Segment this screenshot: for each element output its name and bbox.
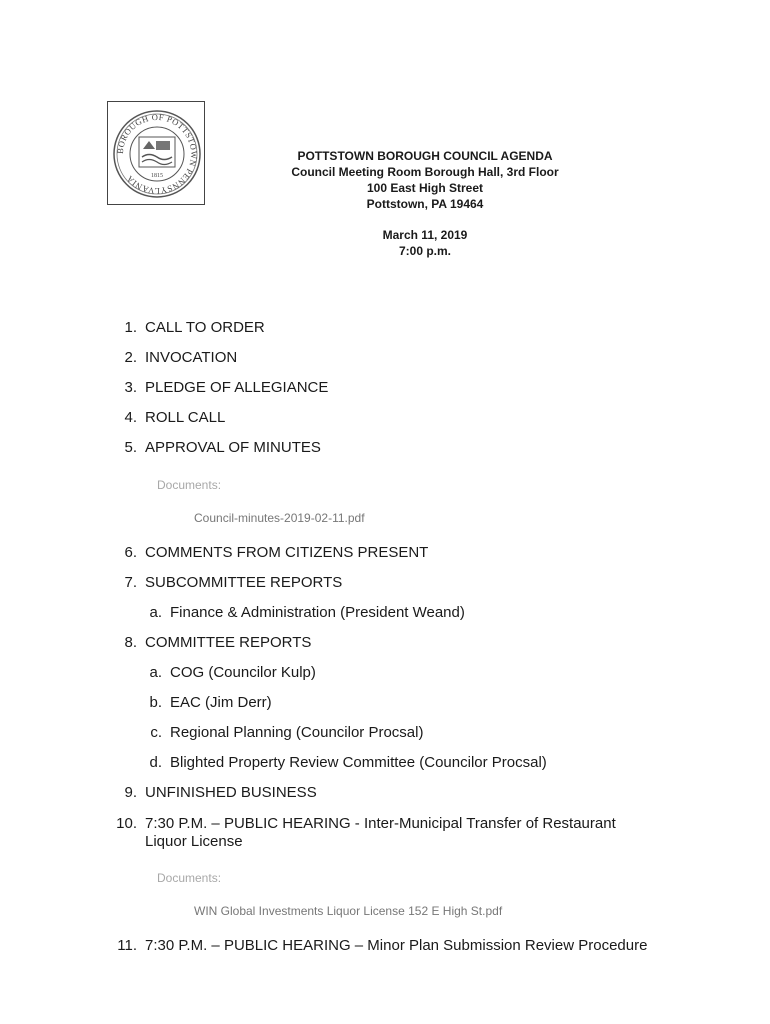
item-number: 1. bbox=[124, 319, 137, 336]
city-state-zip: Pottstown, PA 19464 bbox=[366, 197, 484, 211]
item-number: 5. bbox=[124, 439, 137, 456]
item-text: 7:30 P.M. – PUBLIC HEARING - Inter-Municipal Transfer of Restaurant Liquor License bbox=[145, 815, 616, 850]
item-text: APPROVAL OF MINUTES bbox=[145, 439, 321, 456]
subitem-text: EAC (Jim Derr) bbox=[170, 694, 272, 711]
svg-text:BOROUGH OF POTTSTOWN PENNSYLVA bbox=[115, 112, 199, 196]
meeting-location: Council Meeting Room Borough Hall, 3rd Floor bbox=[291, 165, 559, 179]
subitem-letter: a. bbox=[149, 664, 162, 681]
liquor-license-document-link[interactable]: WIN Global Investments Liquor License 152 E High St.pdf bbox=[194, 904, 503, 918]
item-number: 11. bbox=[117, 937, 137, 954]
item-number: 2. bbox=[124, 349, 137, 366]
subitem-text: Blighted Property Review Committee (Councilor Procsal) bbox=[170, 754, 547, 771]
item-text: SUBCOMMITTEE REPORTS bbox=[145, 574, 343, 591]
subitem-text: Finance & Administration (President Weand) bbox=[170, 604, 465, 621]
subitem-letter: a. bbox=[149, 604, 162, 621]
documents-label: Documents: bbox=[157, 871, 222, 885]
seal-year: 1815 bbox=[151, 173, 163, 179]
item-number: 9. bbox=[124, 784, 137, 801]
agenda-header bbox=[250, 148, 600, 259]
item-text: UNFINISHED BUSINESS bbox=[145, 784, 317, 801]
item-number: 8. bbox=[124, 634, 137, 651]
borough-seal bbox=[107, 101, 205, 205]
documents-label: Documents: bbox=[157, 478, 222, 492]
seal-ring-text: BOROUGH OF POTTSTOWN PENNSYLVANIA bbox=[114, 111, 200, 197]
seal-emblem-icon bbox=[112, 109, 202, 199]
item-text: INVOCATION bbox=[145, 349, 238, 366]
meeting-date: March 11, 2019 bbox=[382, 228, 468, 242]
item-number: 7. bbox=[124, 574, 137, 591]
subitem-text: COG (Councilor Kulp) bbox=[170, 664, 316, 681]
item-number: 4. bbox=[124, 409, 137, 426]
item-text: ROLL CALL bbox=[145, 409, 226, 426]
subitem-letter: d. bbox=[149, 754, 162, 771]
agenda-title: POTTSTOWN BOROUGH COUNCIL AGENDA bbox=[297, 149, 553, 163]
item-number: 3. bbox=[124, 379, 137, 396]
meeting-time: 7:00 p.m. bbox=[398, 244, 452, 258]
item-text: PLEDGE OF ALLEGIANCE bbox=[145, 379, 329, 396]
item-text: 7:30 P.M. – PUBLIC HEARING – Minor Plan Submission Review Procedure bbox=[145, 937, 648, 954]
item-number: 6. bbox=[124, 544, 137, 561]
minutes-document-link[interactable]: Council-minutes-2019-02-11.pdf bbox=[194, 511, 365, 525]
subitem-text: Regional Planning (Councilor Procsal) bbox=[170, 724, 424, 741]
street-address: 100 East High Street bbox=[366, 181, 484, 195]
subitem-letter: c. bbox=[150, 724, 162, 741]
item-text: COMMENTS FROM CITIZENS PRESENT bbox=[145, 544, 429, 561]
subitem-letter: b. bbox=[149, 694, 162, 711]
item-text: CALL TO ORDER bbox=[145, 319, 265, 336]
item-text: COMMITTEE REPORTS bbox=[145, 634, 312, 651]
item-number: 10. bbox=[116, 815, 137, 832]
